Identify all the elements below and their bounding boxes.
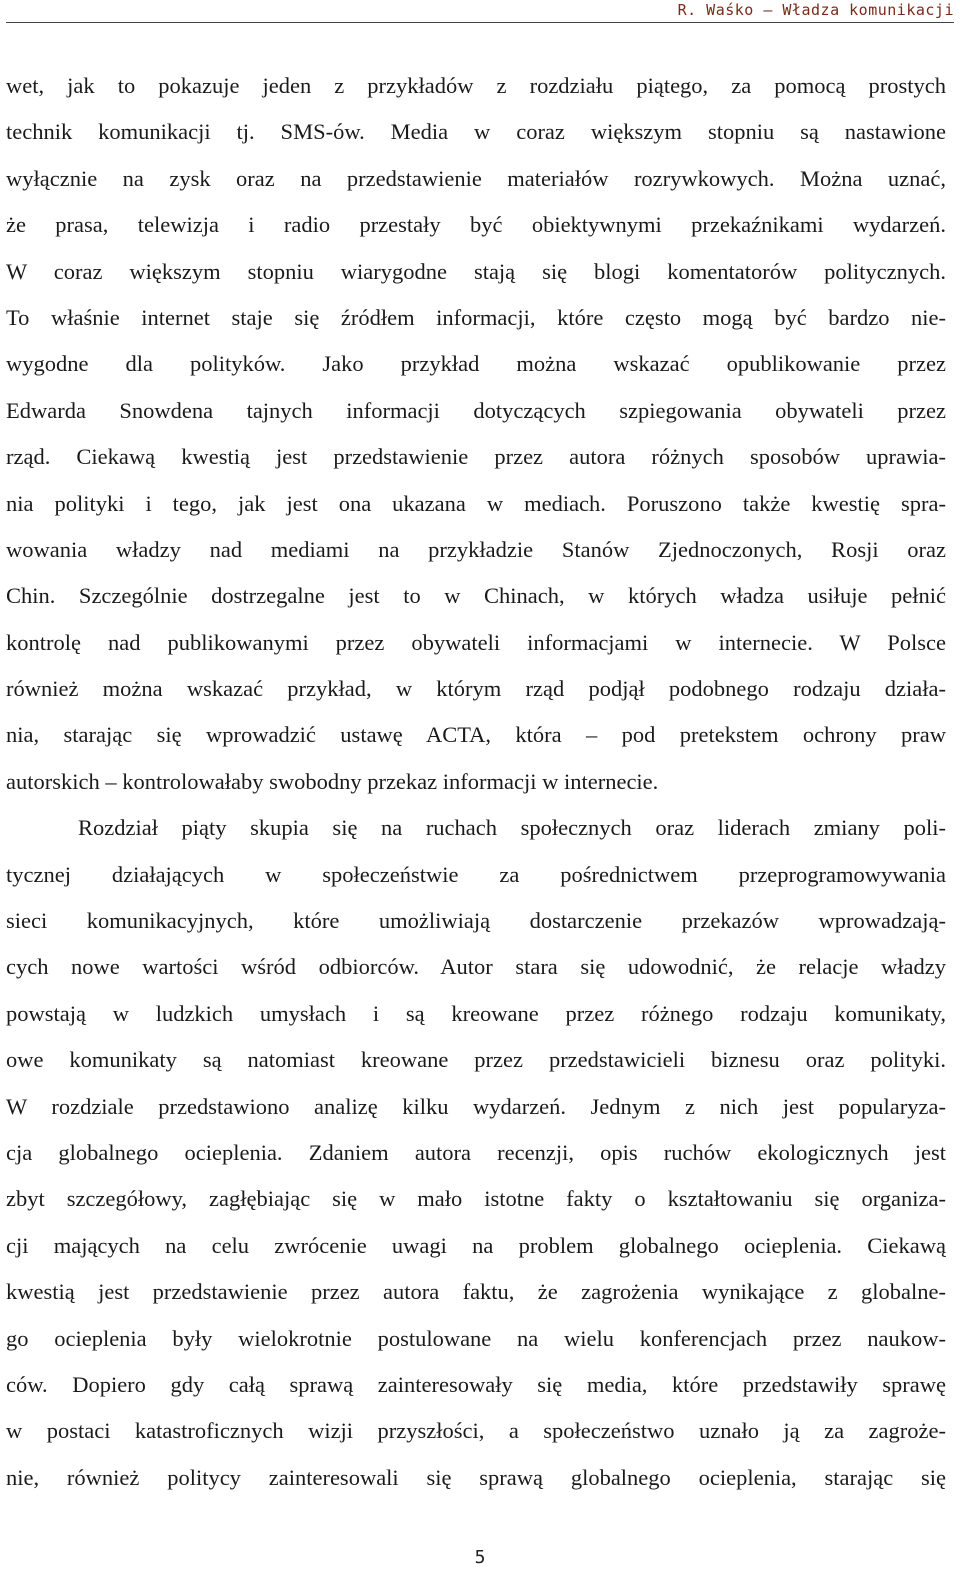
text-line: Rozdział piąty skupia się na ruchach społecznych oraz liderach zmiany poli- bbox=[78, 815, 946, 841]
text-line: cja globalnego ocieplenia. Zdaniem autora recenzji, opis ruchów ekologicznych jest bbox=[6, 1139, 946, 1165]
text-line: go ocieplenia były wielokrotnie postulowane na wielu konferencjach przez naukow- bbox=[6, 1325, 946, 1351]
text-line: wet, jak to pokazuje jeden z przykładów z rozdziału piątego, za pomocą prostych bbox=[6, 73, 946, 98]
text-line: ców. Dopiero gdy całą sprawą zainteresowały się media, które przedstawiły sprawę bbox=[6, 1371, 946, 1397]
text-line: wyłącznie na zysk oraz na przedstawienie materiałów rozrywkowych. Można uznać, bbox=[6, 165, 946, 191]
text-line: kontrolę nad publikowanymi przez obywateli informacjami w internecie. W Polsce bbox=[6, 629, 946, 655]
text-line: nia, starając się wprowadzić ustawę ACTA, która – pod pretekstem ochrony praw bbox=[6, 722, 946, 748]
text-line: powstają w ludzkich umysłach i są kreowane przez różnego rodzaju komunikaty, bbox=[6, 1000, 946, 1026]
text-line: w postaci katastroficznych wizji przyszłości, a społeczeństwo uznało ją za zagroże- bbox=[6, 1418, 946, 1444]
paragraph bbox=[6, 805, 946, 1501]
text-line: wygodne dla polityków. Jako przykład można wskazać opublikowanie przez bbox=[6, 351, 946, 377]
running-header bbox=[6, 0, 954, 23]
text-line: nie, również politycy zainteresowali się sprawą globalnego ocieplenia, starając się bbox=[6, 1464, 946, 1490]
text-line: cji mających na celu zwrócenie uwagi na problem globalnego ocieplenia. Ciekawą bbox=[6, 1232, 946, 1258]
text-line: To właśnie internet staje się źródłem informacji, które często mogą być bardzo nie- bbox=[6, 304, 946, 330]
body-text bbox=[6, 63, 946, 1501]
text-line: owe komunikaty są natomiast kreowane przez przedstawicieli biznesu oraz polityki. bbox=[6, 1047, 946, 1073]
text-line: W coraz większym stopniu wiarygodne stają się blogi komentatorów politycznych. bbox=[6, 258, 946, 284]
text-line: zbyt szczegółowy, zagłębiając się w mało istotne fakty o kształtowaniu się organiza- bbox=[6, 1186, 946, 1212]
paragraph bbox=[6, 63, 946, 805]
text-line: Chin. Szczególnie dostrzegalne jest to w Chinach, w których władza usiłuje pełnić bbox=[6, 583, 946, 609]
text-line: nia polityki i tego, jak jest ona ukazana w mediach. Poruszono także kwestię spra- bbox=[6, 490, 946, 516]
text-line: kwestią jest przedstawienie przez autora faktu, że zagrożenia wynikające z globalne- bbox=[6, 1279, 946, 1305]
text-line: również można wskazać przykład, w którym rząd podjął podobnego rodzaju działa- bbox=[6, 676, 946, 702]
text-line: autorskich – kontrolowałaby swobodny przekaz informacji w internecie. bbox=[6, 768, 659, 794]
text-line: rząd. Ciekawą kwestią jest przedstawienie przez autora różnych sposobów uprawia- bbox=[6, 444, 946, 470]
text-line: cych nowe wartości wśród odbiorców. Autor stara się udowodnić, że relacje władzy bbox=[6, 954, 946, 980]
text-line: Edwarda Snowdena tajnych informacji dotyczących szpiegowania obywateli przez bbox=[6, 397, 946, 423]
text-line: sieci komunikacyjnych, które umożliwiają dostarczenie przekazów wprowadzają- bbox=[6, 908, 946, 934]
text-line: W rozdziale przedstawiono analizę kilku wydarzeń. Jednym z nich jest popularyza- bbox=[6, 1093, 946, 1119]
text-line: wowania władzy nad mediami na przykładzie Stanów Zjednoczonych, Rosji oraz bbox=[6, 536, 946, 562]
text-line: że prasa, telewizja i radio przestały być obiektywnymi przekaźnikami wydarzeń. bbox=[6, 212, 946, 238]
running-title: R. Waśko – Władza komunikacji bbox=[677, 1, 954, 19]
page-number: 5 bbox=[474, 1547, 486, 1568]
text-line: tycznej działających w społeczeństwie za pośrednictwem przeprogramowywania bbox=[6, 861, 946, 887]
text-line: technik komunikacji tj. SMS-ów. Media w coraz większym stopniu są nastawione bbox=[6, 119, 946, 145]
